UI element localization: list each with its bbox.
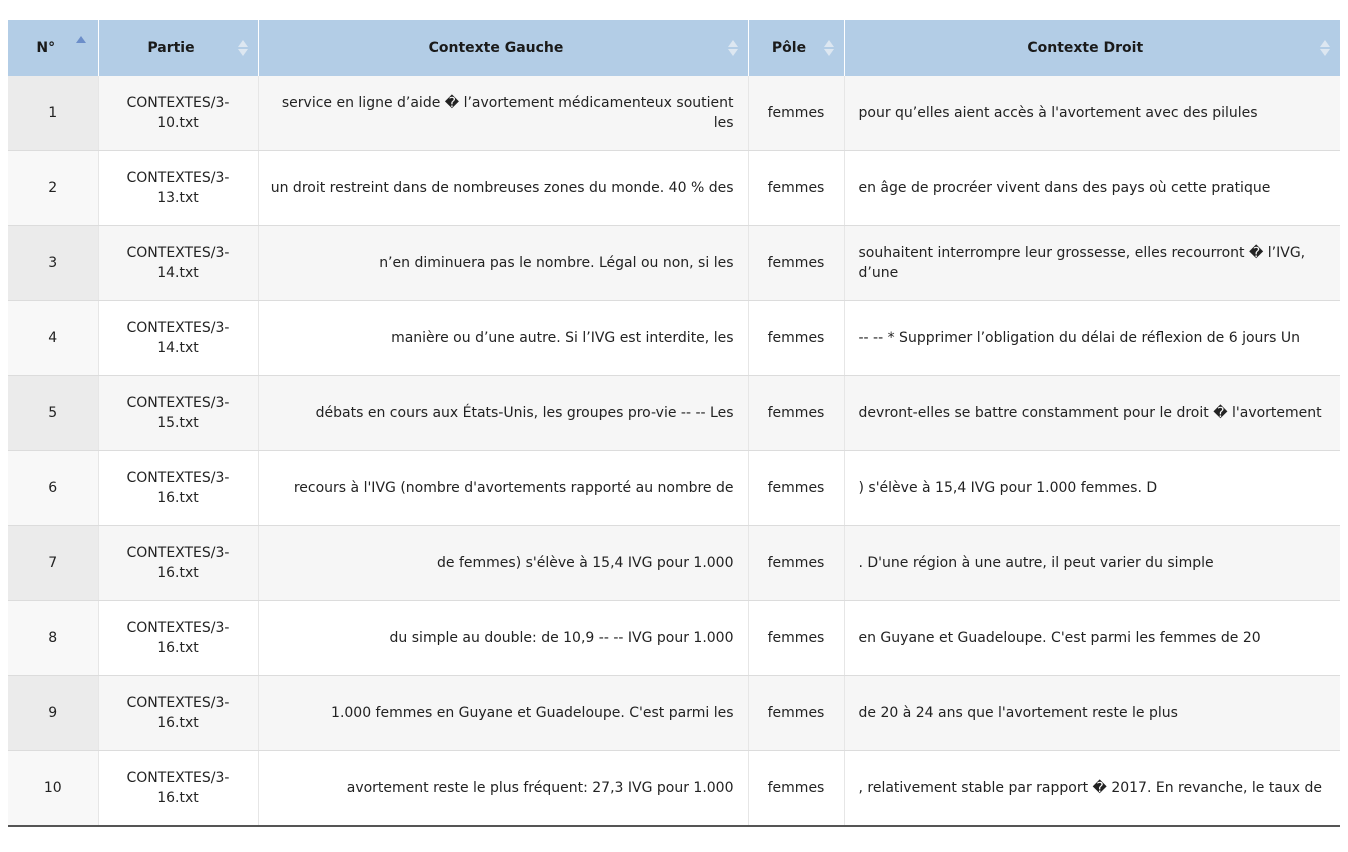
table-row	[8, 676, 1340, 751]
cell-contexte-gauche: 1.000 femmes en Guyane et Guadeloupe. C'est parmi les	[258, 676, 748, 751]
cell-pole: femmes	[748, 76, 844, 151]
table-row	[8, 751, 1340, 827]
cell-num: 9	[8, 676, 98, 751]
table-body	[8, 76, 1340, 826]
column-header-label: Contexte Droit	[1027, 40, 1144, 56]
cell-partie: CONTEXTES/3-16.txt	[98, 676, 258, 751]
table-row	[8, 151, 1340, 226]
column-header-label: Partie	[147, 40, 195, 56]
column-header-label: N°	[36, 40, 56, 56]
cell-pole: femmes	[748, 451, 844, 526]
cell-contexte-gauche: recours à l'IVG (nombre d'avortements rapporté au nombre de	[258, 451, 748, 526]
table-row	[8, 451, 1340, 526]
cell-partie: CONTEXTES/3-16.txt	[98, 751, 258, 827]
table-row	[8, 601, 1340, 676]
cell-contexte-gauche: n’en diminuera pas le nombre. Légal ou non, si les	[258, 226, 748, 301]
column-header-label: Contexte Gauche	[428, 40, 564, 56]
cell-pole: femmes	[748, 301, 844, 376]
cell-pole: femmes	[748, 151, 844, 226]
cell-num: 3	[8, 226, 98, 301]
cell-num: 2	[8, 151, 98, 226]
cell-contexte-gauche: service en ligne d’aide � l’avortement médicamenteux soutient les	[258, 76, 748, 151]
cell-contexte-gauche: du simple au double: de 10,9 -- -- IVG pour 1.000	[258, 601, 748, 676]
sort-arrows-icon	[824, 39, 834, 57]
cell-contexte-droit: , relativement stable par rapport � 2017. En revanche, le taux de	[844, 751, 1340, 827]
cell-contexte-droit: -- -- * Supprimer l’obligation du délai de réflexion de 6 jours Un	[844, 301, 1340, 376]
table-row	[8, 376, 1340, 451]
cell-partie: CONTEXTES/3-16.txt	[98, 451, 258, 526]
cell-contexte-droit: . D'une région à une autre, il peut varier du simple	[844, 526, 1340, 601]
table-header	[8, 20, 1340, 76]
cell-num: 4	[8, 301, 98, 376]
cell-contexte-droit: souhaitent interrompre leur grossesse, elles recourront � l’IVG, d’une	[844, 226, 1340, 301]
cell-contexte-droit: pour qu’elles aient accès à l'avortement avec des pilules	[844, 76, 1340, 151]
cell-contexte-gauche: manière ou d’une autre. Si l’IVG est interdite, les	[258, 301, 748, 376]
table-row	[8, 301, 1340, 376]
column-header-partie[interactable]	[98, 20, 258, 76]
cell-num: 6	[8, 451, 98, 526]
concordance-table	[8, 20, 1340, 827]
cell-pole: femmes	[748, 376, 844, 451]
column-header-gauche[interactable]	[258, 20, 748, 76]
column-header-pole[interactable]	[748, 20, 844, 76]
sort-arrows-icon	[238, 39, 248, 57]
cell-contexte-droit: devront-elles se battre constamment pour le droit � l'avortement	[844, 376, 1340, 451]
cell-contexte-gauche: de femmes) s'élève à 15,4 IVG pour 1.000	[258, 526, 748, 601]
table-row	[8, 526, 1340, 601]
cell-pole: femmes	[748, 676, 844, 751]
sort-ascending-icon	[76, 35, 86, 53]
cell-num: 8	[8, 601, 98, 676]
cell-contexte-gauche: un droit restreint dans de nombreuses zones du monde. 40 % des	[258, 151, 748, 226]
cell-partie: CONTEXTES/3-14.txt	[98, 301, 258, 376]
cell-num: 1	[8, 76, 98, 151]
concordance-table-container	[8, 20, 1340, 827]
cell-contexte-gauche: débats en cours aux États-Unis, les groupes pro-vie -- -- Les	[258, 376, 748, 451]
cell-contexte-droit: ) s'élève à 15,4 IVG pour 1.000 femmes. D	[844, 451, 1340, 526]
cell-pole: femmes	[748, 601, 844, 676]
table-row	[8, 226, 1340, 301]
cell-pole: femmes	[748, 226, 844, 301]
header-row	[8, 20, 1340, 76]
cell-partie: CONTEXTES/3-10.txt	[98, 76, 258, 151]
cell-contexte-droit: de 20 à 24 ans que l'avortement reste le plus	[844, 676, 1340, 751]
column-header-droit[interactable]	[844, 20, 1340, 76]
sort-arrows-icon	[728, 39, 738, 57]
cell-partie: CONTEXTES/3-16.txt	[98, 601, 258, 676]
column-header-num[interactable]	[8, 20, 98, 76]
cell-contexte-droit: en Guyane et Guadeloupe. C'est parmi les femmes de 20	[844, 601, 1340, 676]
sort-arrows-icon	[1320, 39, 1330, 57]
cell-contexte-gauche: avortement reste le plus fréquent: 27,3 IVG pour 1.000	[258, 751, 748, 827]
cell-contexte-droit: en âge de procréer vivent dans des pays où cette pratique	[844, 151, 1340, 226]
cell-partie: CONTEXTES/3-16.txt	[98, 526, 258, 601]
table-row	[8, 76, 1340, 151]
cell-num: 7	[8, 526, 98, 601]
cell-partie: CONTEXTES/3-14.txt	[98, 226, 258, 301]
cell-pole: femmes	[748, 526, 844, 601]
column-header-label: Pôle	[771, 40, 807, 56]
cell-pole: femmes	[748, 751, 844, 827]
cell-num: 5	[8, 376, 98, 451]
cell-partie: CONTEXTES/3-15.txt	[98, 376, 258, 451]
cell-partie: CONTEXTES/3-13.txt	[98, 151, 258, 226]
cell-num: 10	[8, 751, 98, 827]
